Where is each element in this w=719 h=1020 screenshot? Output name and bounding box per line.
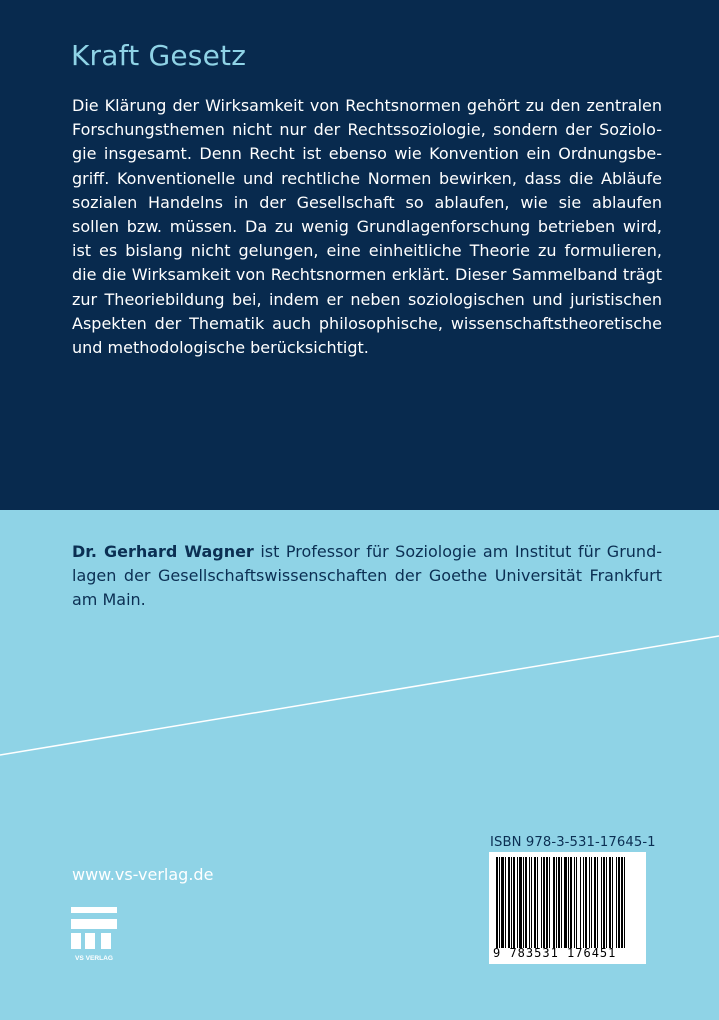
barcode-bar <box>529 857 530 948</box>
barcode-bar <box>517 857 518 948</box>
barcode-bar <box>537 857 538 948</box>
barcode-bar <box>597 857 598 948</box>
barcode-bar <box>508 857 510 948</box>
barcode-bar <box>576 857 577 948</box>
barcode-number: 9 783531 176451 <box>493 946 617 960</box>
barcode-bar <box>534 857 536 948</box>
description-line: sollen bzw. müssen. Da zu wenig Grundlagenforschung betrieben wird, <box>72 217 662 237</box>
author-bio-line-1 <box>72 540 662 564</box>
barcode-bar <box>589 857 590 948</box>
barcode-bar <box>618 857 620 948</box>
description-line: Aspekten der Thematik auch philosophische, wissenschaftstheoretische <box>72 313 662 333</box>
barcode-bar <box>501 857 504 948</box>
barcode-bar <box>606 857 607 948</box>
publisher-logo-text: VS VERLAG <box>74 955 114 962</box>
barcode-bar <box>558 857 560 948</box>
barcode-bar <box>621 857 623 948</box>
barcode-bar <box>505 857 506 948</box>
description-line: sozialen Handelns in der Gesellschaft so ablaufen, wie sie ablaufen <box>72 192 662 212</box>
barcode-bar <box>612 857 613 948</box>
barcode-bar <box>531 857 532 948</box>
book-title: Kraft Gesetz <box>71 39 247 72</box>
description-line: Forschungsthemen nicht nur der Rechtssoziologie, sondern der Soziolo- <box>72 120 662 140</box>
barcode-bar <box>591 857 592 948</box>
author-name: Dr. Gerhard Wagner <box>72 542 254 561</box>
barcode-bar <box>580 857 581 948</box>
barcode-bar <box>609 857 611 948</box>
publisher-logo-icon <box>71 907 117 962</box>
description-line: Die Klärung der Wirksamkeit von Rechtsnormen gehört zu den zentralen <box>72 96 662 115</box>
barcode-bar <box>585 857 587 948</box>
description-line: gie insgesamt. Denn Recht ist ebenso wie Konvention ein Ordnungsbe- <box>72 144 662 164</box>
barcode-bar <box>549 857 550 948</box>
description-line: die die Wirksamkeit von Rechtsnormen erklärt. Dieser Sammelband trägt <box>72 265 662 285</box>
barcode-bar <box>556 857 557 948</box>
barcode-bar <box>541 857 542 948</box>
barcode-bar <box>513 857 515 948</box>
barcode-bar <box>601 857 602 948</box>
description-line: und methodologische berücksichtigt. <box>72 338 369 358</box>
barcode-bar <box>594 857 596 948</box>
author-bio-line-3: am Main. <box>72 590 146 610</box>
description-line: zur Theoriebildung bei, indem er neben soziologischen und juristischen <box>72 289 662 309</box>
barcode-bar <box>499 857 500 948</box>
publisher-website[interactable]: www.vs-verlag.de <box>72 865 214 884</box>
isbn-label: ISBN 978-3-531-17645-1 <box>490 835 656 850</box>
barcode-bar <box>496 857 498 948</box>
barcode-bar <box>570 857 572 948</box>
barcode-bar <box>543 857 545 948</box>
barcode-bar <box>553 857 555 948</box>
description-line: ist es bislang nicht gelungen, eine einheitliche Theorie zu formulieren, <box>72 241 662 261</box>
author-bio-line-2: lagen der Gesellschaftswissenschaften der Goethe Universität Frankfurt <box>72 566 662 586</box>
barcode-bar <box>583 857 584 948</box>
barcode-bar <box>546 857 548 948</box>
barcode-bar <box>574 857 575 948</box>
barcode-bar <box>511 857 512 948</box>
barcode-bar <box>603 857 605 948</box>
barcode-bar <box>519 857 522 948</box>
barcode-bar <box>568 857 569 948</box>
author-bio-text: ist Professor für Soziologie am Institut für Grund- <box>253 542 662 561</box>
barcode-bar <box>561 857 562 948</box>
barcode-bar <box>523 857 524 948</box>
description-line: griff. Konventionelle und rechtliche Normen bewirken, dass die Abläufe <box>72 168 662 188</box>
barcode-bar <box>525 857 527 948</box>
barcode-bar <box>616 857 617 948</box>
author-bio <box>72 540 662 613</box>
barcode-bar <box>624 857 625 948</box>
barcode-bar <box>564 857 567 948</box>
